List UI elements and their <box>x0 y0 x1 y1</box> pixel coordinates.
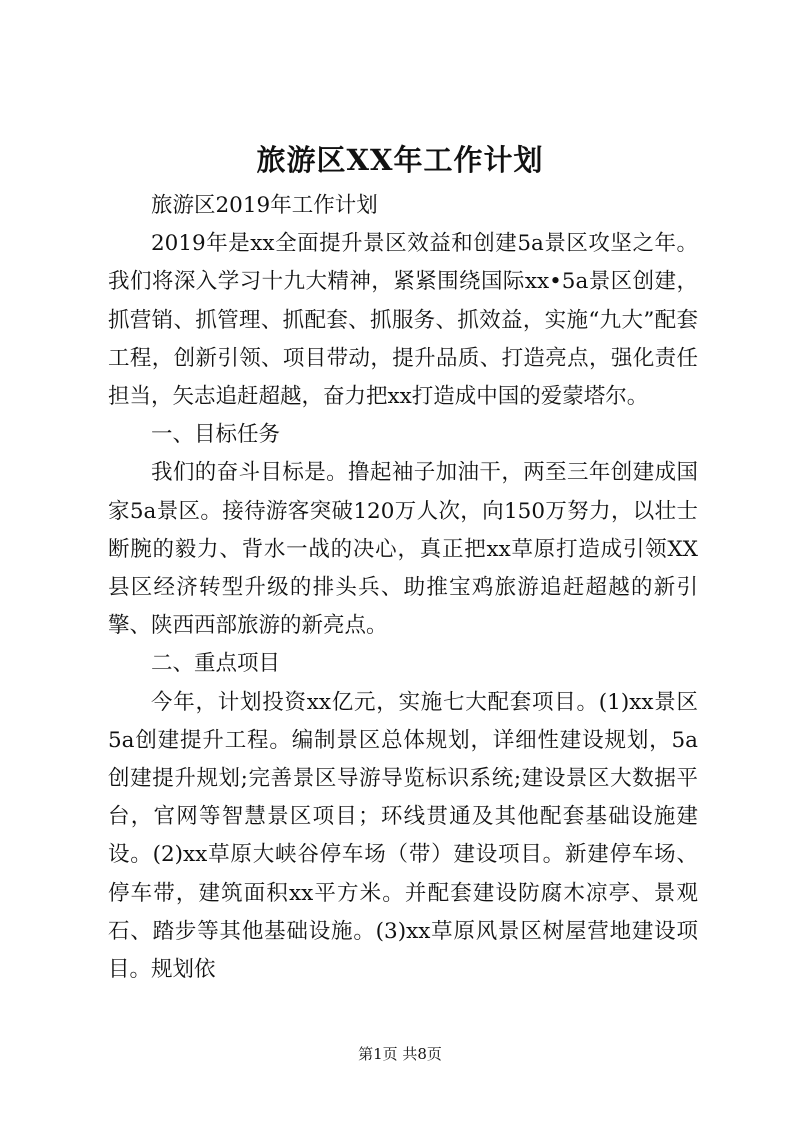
document-body <box>108 187 698 989</box>
intro-paragraph: 2019年是xx全面提升景区效益和创建5a景区攻坚之年。我们将深入学习十九大精神，紧紧围绕国际xx•5a景区创建，抓营销、抓管理、抓配套、抓服务、抓效益，实施“九大”配套工程，创新引领、项目带动，提升品质、打造亮点，强化责任担当，矢志追赶超越，奋力把xx打造成中国的爱蒙塔尔。 <box>108 231 698 410</box>
document-title: 旅游区XX年工作计划 <box>256 143 544 177</box>
section-heading-projects: 二、重点项目 <box>151 651 281 677</box>
projects-paragraph: 今年，计划投资xx亿元，实施七大配套项目。(1)xx景区5a创建提升工程。编制景区总体规划，详细性建设规划，5a创建提升规划;完善景区导游导览标识系统;建设景区大数据平台，官网等智慧景区项目；环线贯通及其他配套基础设施建设。(2)xx草原大峡谷停车场（带）建设项目。新建停车场、停车带，建筑面积xx平方米。并配套建设防腐木凉亭、景观石、踏步等其他基础设施。(3)xx草原风景区树屋营地建设项目。规划依 <box>108 689 698 983</box>
page-footer: 第1页 共8页 <box>358 1045 442 1063</box>
subtitle-paragraph: 旅游区2019年工作计划 <box>151 193 378 218</box>
section-heading-goals: 一、目标任务 <box>151 422 281 448</box>
goals-paragraph: 我们的奋斗目标是。撸起袖子加油干，两至三年创建成国家5a景区。接待游客突破120万人次，向150万努力，以壮士断腕的毅力、背水一战的决心，真正把xx草原打造成引领XX县区经济转型升级的排头兵、助推宝鸡旅游追赶超越的新引擎、陕西西部旅游的新亮点。 <box>108 460 698 639</box>
